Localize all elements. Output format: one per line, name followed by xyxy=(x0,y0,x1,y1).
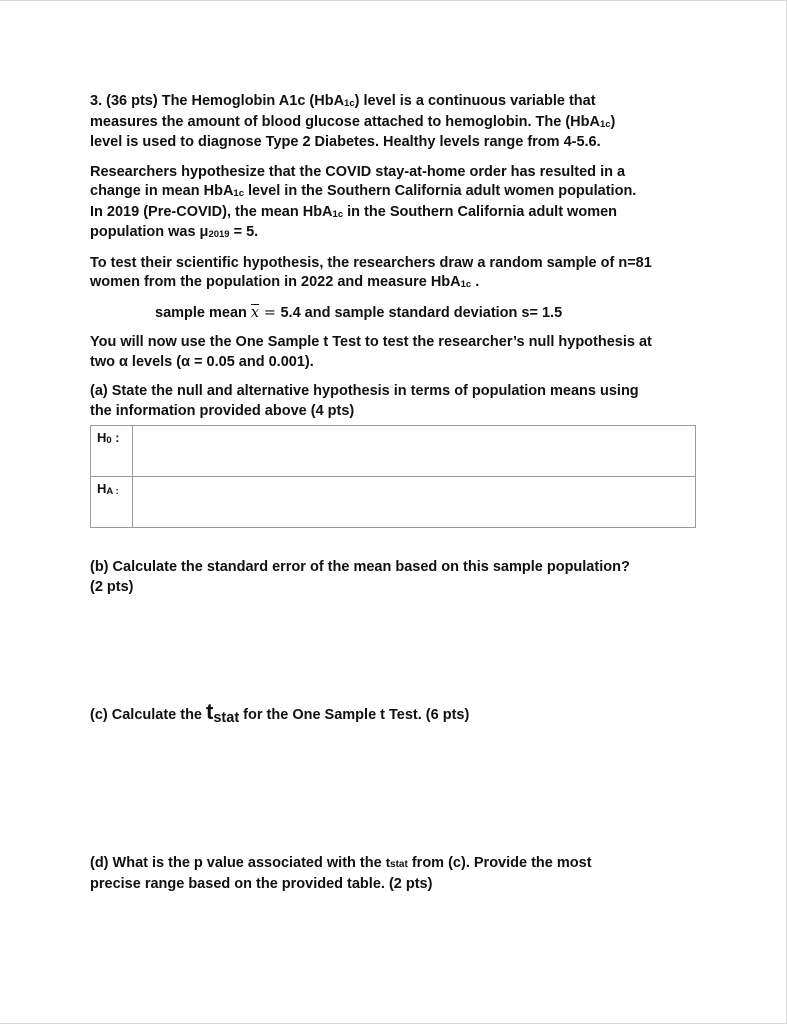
part-d-text: from (c). Provide the most xyxy=(407,855,592,871)
alternative-hypothesis-row xyxy=(91,477,696,528)
sample-stats-line xyxy=(90,304,702,324)
equals-sign: = xyxy=(259,304,281,321)
subscript: 1c xyxy=(599,118,611,130)
colon: : xyxy=(111,430,120,445)
subscript: 1c xyxy=(233,188,244,199)
subscript: stat xyxy=(390,859,408,870)
hypothesis-text: in the Southern California adult women xyxy=(343,203,618,220)
intro-text: ) level is a continuous variable that xyxy=(354,93,596,109)
subscript: 2019 xyxy=(208,229,230,240)
part-d-prompt xyxy=(90,853,700,894)
subscript: 1c xyxy=(344,98,355,109)
question-3-body xyxy=(90,92,702,431)
part-a-text: (a) State the null and alternative hypothesis in terms of population means using xyxy=(90,383,639,399)
h-letter: H xyxy=(97,481,107,496)
colon: : xyxy=(112,486,119,497)
alternative-hypothesis-answer-cell[interactable] xyxy=(133,477,696,528)
null-hypothesis-answer-cell[interactable] xyxy=(133,426,696,477)
x-bar-symbol: $\overline{x}$ xyxy=(250,304,260,321)
hypothesis-text: population was μ xyxy=(90,224,209,240)
null-hypothesis-label xyxy=(91,426,133,477)
subscript: 1c xyxy=(332,208,344,220)
null-hypothesis-row xyxy=(91,426,696,477)
part-c-text: for the One Sample t Test. (6 pts) xyxy=(239,707,470,723)
t-symbol: t xyxy=(206,699,214,724)
hypothesis-text: In 2019 (Pre-COVID), the mean HbA xyxy=(90,203,333,220)
test-text: You will now use the One Sample t Test to test the researcher’s null hypothesis at xyxy=(90,334,652,350)
t-symbol: t xyxy=(385,855,391,870)
test-paragraph xyxy=(90,333,702,372)
hypothesis-text: Researchers hypothesize that the COVID stay-at-home order has resulted in a xyxy=(90,163,626,180)
part-b-prompt xyxy=(90,558,700,597)
hypothesis-table xyxy=(90,425,696,528)
sample-paragraph xyxy=(90,254,702,294)
problem-intro xyxy=(90,92,702,153)
test-text: two α levels (α = 0.05 and 0.001). xyxy=(90,353,314,370)
subscript: A xyxy=(106,486,113,497)
part-b-text: (2 pts) xyxy=(90,578,134,595)
stats-text: sample mean xyxy=(155,304,251,321)
intro-text: ) xyxy=(610,113,616,130)
intro-text: measures the amount of blood glucose attached to hemoglobin. The (HbA xyxy=(90,113,600,130)
part-a-text: the information provided above (4 pts) xyxy=(90,402,355,419)
stats-text: 5.4 and sample standard deviation s= 1.5 xyxy=(280,304,563,321)
part-c-prompt xyxy=(90,700,700,727)
h-letter: H xyxy=(97,430,107,445)
intro-text: level is used to diagnose Type 2 Diabetes. Healthy levels range from 4-5.6. xyxy=(90,134,601,150)
subscript: 1c xyxy=(460,279,472,290)
part-d-text: precise range based on the provided table. (2 pts) xyxy=(90,875,433,892)
sample-text: women from the population in 2022 and measure HbA xyxy=(90,274,461,290)
part-c-text: (c) Calculate the xyxy=(90,707,207,723)
intro-text: 3. (36 pts) The Hemoglobin A1c (HbA xyxy=(90,93,345,109)
hypothesis-text: change in mean HbA xyxy=(90,183,234,199)
hypothesis-paragraph xyxy=(90,163,702,244)
subscript: stat xyxy=(213,710,240,726)
part-a-prompt xyxy=(90,382,702,421)
part-b-text: (b) Calculate the standard error of the mean based on this sample population? xyxy=(90,559,630,575)
sample-text: . xyxy=(471,274,480,290)
part-d-text: (d) What is the p value associated with the xyxy=(90,855,386,871)
sample-text: To test their scientific hypothesis, the researchers draw a random sample of n=81 xyxy=(90,254,652,271)
alternative-hypothesis-label xyxy=(91,477,133,528)
subscript: 0 xyxy=(106,435,112,446)
hypothesis-text: = 5. xyxy=(229,224,259,240)
hypothesis-text: level in the Southern California adult women population. xyxy=(244,183,637,199)
